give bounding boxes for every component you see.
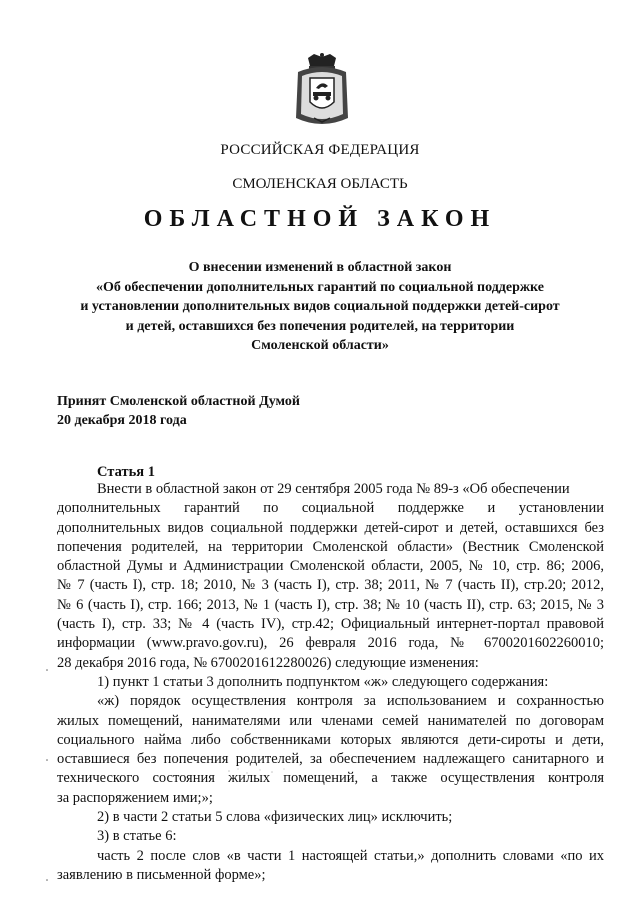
law-title-line: «Об обеспечении дополнительных гарантий по социальной поддержке [96,279,544,295]
body-line: Внести в областной закон от 29 сентября 2005 года № 89-з «Об обеспечении [97,481,570,497]
body-line: дополнительных видов социальной поддержки детей-сирот и детей, оставшихся без [57,519,604,536]
law-title-line: Смоленской области» [251,338,389,353]
coat-of-arms-icon [294,52,350,130]
body-line: заявлению в письменной форме»; [57,866,266,883]
body-line: «ж) порядок осуществления контроля за использованием и сохранностью [97,693,604,710]
law-title [0,258,640,356]
adoption-info [57,392,300,430]
document-type-heading: ОБЛАСТНОЙ ЗАКОН [143,206,497,232]
body-line: (часть I), стр. 33; № 4 (часть IV), стр.42; Официальный интернет-портал правовой [57,616,604,633]
region-title: СМОЛЕНСКАЯ ОБЛАСТЬ [232,176,408,192]
body-line: 1) пункт 1 статьи 3 дополнить подпунктом «ж» следующего содержания: [97,673,549,690]
body-line: № 6 (часть I), стр. 166; 2013, № 1 (часть I), стр. 38; № 10 (часть II), стр. 63; 2015, № 3 [57,596,604,613]
body-line: социального найма либо собственниками которых являются дети-сироты и дети, [57,731,604,748]
body-line: жилых помещений, нанимателями или членами семей нанимателей по договорам [57,712,604,729]
adoption-body: Принят Смоленской областной Думой [57,394,300,409]
article-body [57,480,604,885]
body-line: 28 декабря 2016 года, № 6700201612280026) следующие изменения: [57,654,479,671]
law-title-line: и установлении дополнительных видов социальной поддержки детей-сирот [80,299,560,314]
margin-marks [44,650,50,900]
adoption-date: 20 декабря 2018 года [57,413,187,428]
scan-noise [224,765,294,777]
article-heading: Статья 1 [97,464,155,480]
body-line: 3) в статье 6: [97,828,177,845]
law-title-line: и детей, оставшихся без попечения родителей, на территории [125,318,515,334]
body-line: дополнительных гарантий по социальной поддержке и установлении [57,500,604,517]
body-line: за распоряжением ими;»; [57,789,213,806]
law-title-line: О внесении изменений в областной закон [188,260,452,275]
body-line: информации (www.pravo.gov.ru), 26 февраля 2016 года, № 6700201602260010; [57,635,604,652]
body-line: областной Думы и Администрации Смоленской области, 2005, № 10, стр. 86; 2006, [57,558,604,575]
country-title: РОССИЙСКАЯ ФЕДЕРАЦИЯ [220,142,420,158]
body-line: оставшиеся без попечения родителей, за обеспечением надлежащего санитарного и [57,751,604,768]
body-line: технического состояния жилых помещений, а также осуществления контроля [57,770,604,787]
body-line: часть 2 после слов «в части 1 настоящей статьи,» дополнить словами «по их [97,847,604,864]
body-line: попечения родителей, на территории Смоленской области» (Вестник Смоленской [57,538,604,555]
body-line: № 7 (часть I), стр. 18; 2010, № 3 (часть I), стр. 38; 2011, № 7 (часть II), стр.20; 2012, [57,577,604,594]
body-line: 2) в части 2 статьи 5 слова «физических лиц» исключить; [97,809,453,826]
